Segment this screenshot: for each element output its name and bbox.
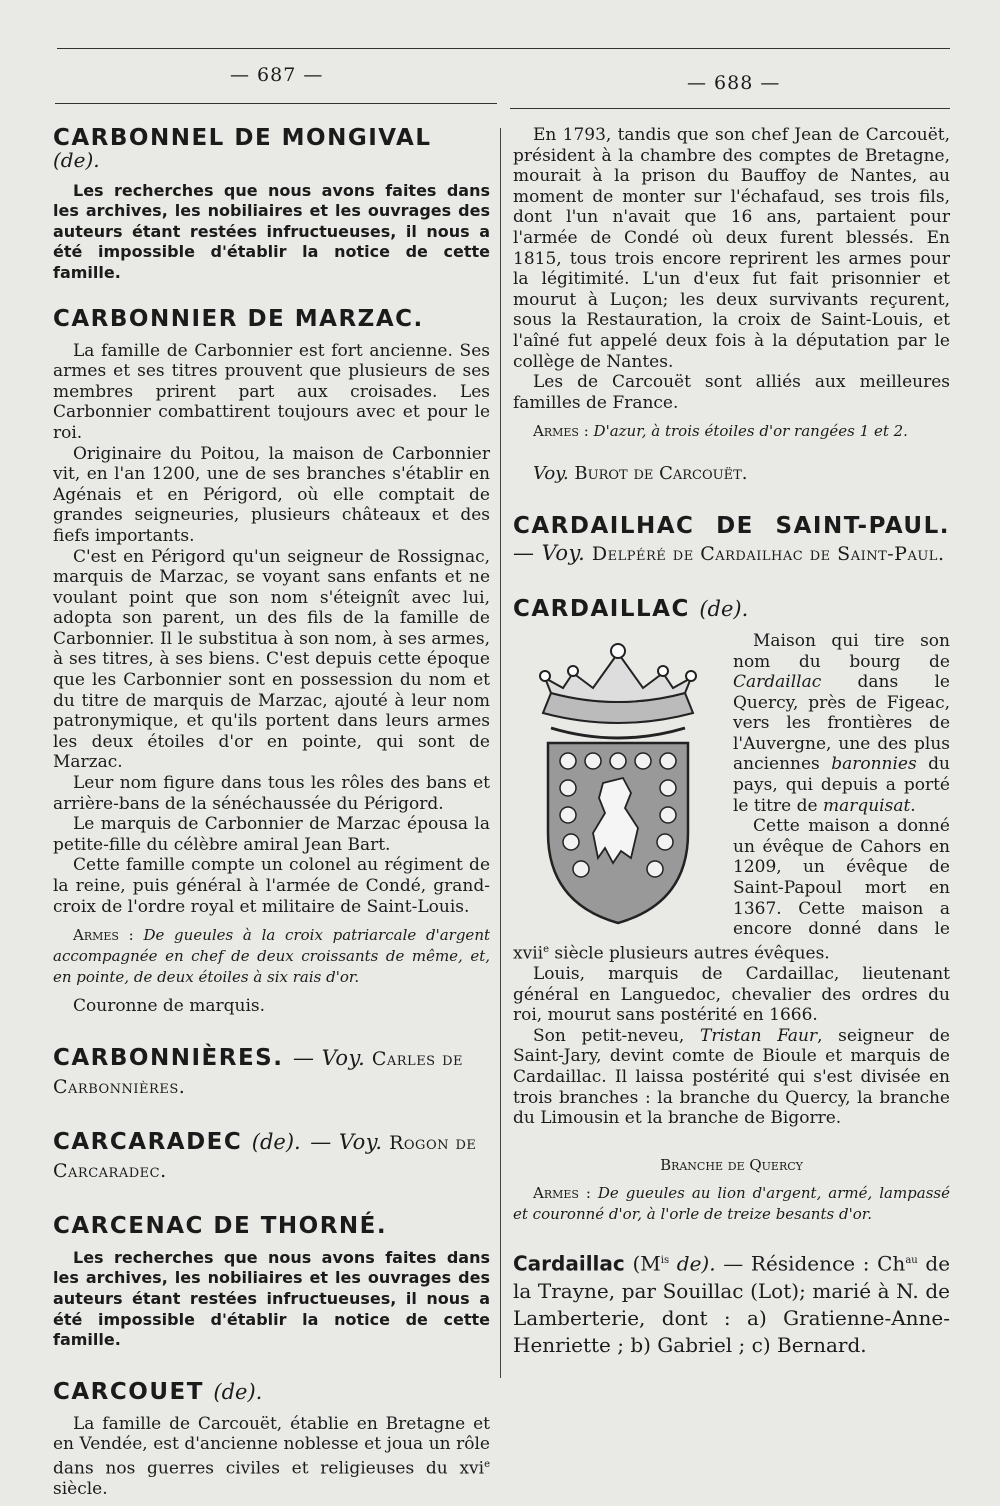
entry-text: Les de Carcouët sont alliés aux meilleures familles de France. [513, 372, 950, 413]
entry-title-carbonnel: CARBONNEL DE MONGIVAL [53, 125, 432, 151]
entry-text: C'est en Périgord qu'un seigneur de Rossignac, marquis de Marzac, se voyant sans enfants et ne voulant point que son nom s'éteignît avec lui, adopta son parent, un des fils de la famille de Carbonnier. Il le substitua à son nom, à ses armes, à ses titres, à ses biens. C'est depuis cette époque que les Carbonnier sont en possession du nom et du titre de marquis de Marzac, ajouté à leur nom patronymique, et qu'ils portent dans leurs armes les deux étoiles d'or en pointe, qui sont de Marzac. [53, 546, 490, 773]
cardaillac-block [513, 631, 950, 1359]
header-rule-left [55, 103, 497, 104]
entry-title-carbonnieres: CARBONNIÈRES. — Voy. Carles de Carbonnières. [53, 1044, 464, 1098]
header-rule-right [510, 108, 950, 109]
column-divider [500, 128, 501, 1378]
residence-entry: Cardaillac ($M^{is}$ de). — Résidence : $Ch^{au}$ de la Trayne, par Souillac (Lot); marié à N. de Lamberterie, dont : a) Gratienne-Anne-Henriette ; b) Gabriel ; c) Bernard. [513, 1252, 951, 1358]
marquis-crown-icon [540, 644, 696, 738]
entry-text: Les recherches que nous avons faites dans les archives, les nobiliaires et les ouvrages des auteurs étant restées infructueuses, il nous a été impossible d'établir la notice de cette famille. [53, 1247, 490, 1350]
entry-text: Le marquis de Carbonnier de Marzac épousa la petite-fille du célèbre amiral Jean Bart. [53, 814, 490, 855]
entry-text: Louis, marquis de Cardaillac, lieutenant général en Languedoc, chevalier des ordres du roi, mourut sans postérité en 1666. [513, 964, 950, 1026]
shield-icon [548, 743, 688, 923]
entry-text: En 1793, tandis que son chef Jean de Carcouët, président à la chambre des comptes de Bretagne, mourait à la prison du Bauffoy de Nantes, au moment de monter sur l'échafaud, ses trois fils, dont l'un n'avait que 16 ans, partaient pour l'armée de Condé où deux furent blessés. En 1815, tous trois encore reprirent les armes pour la légitimité. L'un d'eux fut fait prisonnier et mourut à Luçon; les deux survivants reçurent, sous la Restauration, la croix de Saint-Louis, et l'aîné fut appelé deux fois à la députation par le collège de Nantes. [513, 125, 950, 372]
entry-text: Leur nom figure dans tous les rôles des bans et arrière-bans de la sénéchaussée du Périgord. [53, 773, 490, 814]
entry-text: Maison qui tire son nom du bourg de Cardaillac dans le Quercy, près de Figeac, vers les frontières de l'Auvergne, une des plus anciennes baronnies du pays, qui depuis a porté le titre de marquisat. [733, 630, 950, 816]
armes-cardaillac: Armes : De gueules au lion d'argent, armé, lampassé et couronné d'or, à l'orle de treize besants d'or. [513, 1184, 950, 1224]
page-number-left: — 687 — [230, 64, 324, 86]
entry-title-cardailhac: CARDAILHAC DE SAINT-PAUL. — Voy. Delpéré de Cardailhac de Saint-Paul. [513, 512, 950, 565]
entry-text: Originaire du Poitou, la maison de Carbonnier vit, en l'an 1200, une de ses branches s'établir en Agénais et en Périgord, où elle comptait de grandes seigneuries, plusieurs châteaux et des fiefs importants. [53, 443, 490, 546]
entry-title-carcenac: CARCENAC DE THORNÉ. [53, 1212, 388, 1239]
armes-carbonnier: Armes : De gueules à la croix patriarcale d'argent accompagnée en chef de deux croissants de même, et, en pointe, de deux étoiles à six rais d'or. [53, 926, 491, 987]
entry-text: La famille de Carbonnier est fort ancienne. Ses armes et ses titres prouvent que plusieurs de ses membres prirent part aux croisades. Les Carbonnier combattirent toujours avec et pour le roi. [53, 340, 490, 443]
coat-of-arms-icon [513, 633, 723, 933]
right-column [513, 125, 950, 1359]
entry-text: Son petit-neveu, Tristan Faur, seigneur de Saint-Jary, devint comte de Bioule et marquis de Cardaillac. Il laissa postérité qui s'est divisée en trois branches : la branche du Quercy, la branche du Limousin et la branche de Bigorre. [513, 1025, 950, 1129]
armes-carcouet: Armes : D'azur, à trois étoiles d'or rangées 1 et 2. [533, 422, 908, 441]
entry-text: Couronne de marquis. [73, 996, 266, 1017]
entry-title-carbonnier: CARBONNIER DE MARZAC. [53, 305, 424, 332]
entry-text: Cette famille compte un colonel au régiment de la reine, puis général à l'armée de Condé, grand-croix de l'ordre royal et militaire de Saint-Louis. [53, 855, 490, 917]
entry-text: Les recherches que nous avons faites dans les archives, les nobiliaires et les ouvrages des auteurs étant restées infructueuses, il nous a été impossible d'établir la notice de cette famille. [53, 180, 490, 282]
left-column [53, 125, 490, 1500]
page-number-right: — 688 — [687, 72, 781, 94]
entry-de: (de). [53, 148, 100, 172]
entry-text: Cette maison a donné un évêque de Cahors en 1209, un évêque de Saint-Papoul mort en 1367. Cette maison a encore donné dans le xvii$^e$ siècle plusieurs autres évêques. [513, 816, 950, 964]
top-rule [57, 48, 950, 49]
entry-title-carcouet: CARCOUET (de). [53, 1378, 263, 1405]
entry-title-cardaillac: CARDAILLAC (de). [513, 595, 749, 622]
entry-title-carcaradec: CARCARADEC (de). — Voy. Rogon de Carcaradec. [53, 1128, 477, 1182]
voy-reference: Voy. Burot de Carcouët. [533, 463, 748, 485]
branch-heading: Branche de Quercy [660, 1155, 803, 1174]
entry-text: La famille de Carcouët, établie en Bretagne et en Vendée, est d'ancienne noblesse et joua un rôle dans nos guerres civiles et religieuses du xvi$^e$ siècle. [53, 1413, 490, 1500]
